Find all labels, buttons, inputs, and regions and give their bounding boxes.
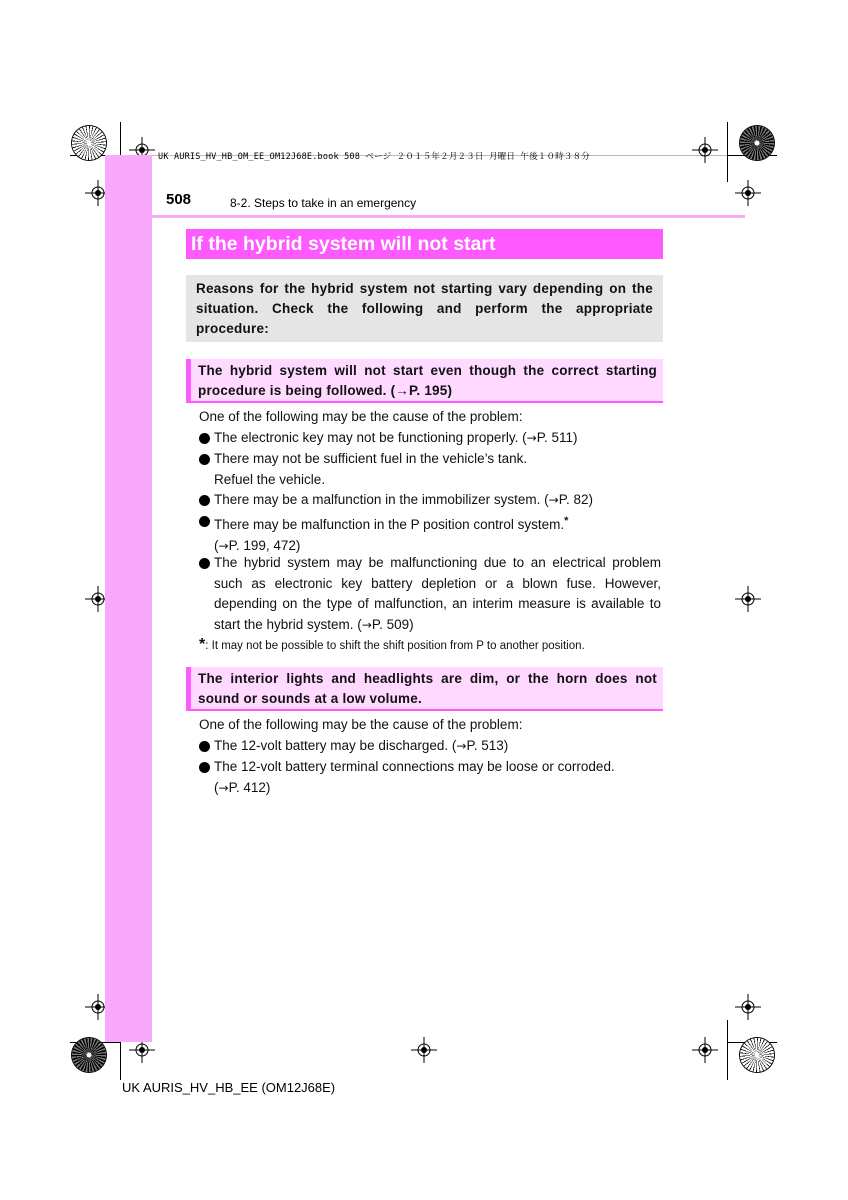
list-item: The electronic key may not be functioning properly. (→P. 511): [214, 430, 578, 445]
file-header: UK AURIS_HV_HB_OM_EE_OM12J68E.book 508 ページ ２０１５年２月２３日 月曜日 午後１０時３８分: [158, 152, 590, 162]
crosshair-icon: [735, 994, 761, 1020]
registration-star-icon: [740, 1038, 774, 1072]
registration-star-icon: [72, 126, 106, 160]
intro-box: Reasons for the hybrid system not starting vary depending on the situation. Check the following and perform the appropriate procedure:: [186, 275, 663, 342]
page-title: If the hybrid system will not start: [186, 229, 663, 259]
crosshair-icon: [692, 1037, 718, 1063]
pink-sidebar: [105, 155, 152, 1042]
crosshair-icon: [735, 180, 761, 206]
subsection-heading: [186, 667, 663, 711]
list-item: The 12-volt battery may be discharged. (→P. 513): [214, 738, 509, 753]
lead-text: One of the following may be the cause of the problem:: [199, 717, 523, 732]
subsection-heading: [186, 359, 663, 403]
list-item: The 12-volt battery terminal connections may be loose or corroded. (→P. 412): [214, 759, 615, 795]
lead-text: One of the following may be the cause of the problem:: [199, 409, 523, 424]
list-item: There may be malfunction in the P position control system.* (→P. 199, 472): [214, 515, 569, 553]
section-label: 8-2. Steps to take in an emergency: [230, 196, 417, 210]
list-item: There may not be sufficient fuel in the vehicle’s tank. Refuel the vehicle.: [214, 451, 528, 487]
footnote: *: It may not be possible to shift the shift position from P to another position.: [199, 636, 585, 653]
registration-star-icon: [72, 1038, 106, 1072]
registration-star-icon: [740, 126, 774, 160]
crosshair-icon: [735, 586, 761, 612]
crosshair-icon: [692, 137, 718, 163]
list-item: The hybrid system may be malfunctioning due to an electrical problem such as electronic key battery depletion or a blown fuse. However, depending on the type of malfunction, an interim measure is available to start the hybrid system. (→P. 509): [214, 555, 661, 632]
footer-code: UK AURIS_HV_HB_EE (OM12J68E): [122, 1080, 336, 1095]
crosshair-icon: [411, 1037, 437, 1063]
header-rule: [105, 215, 745, 218]
page-number: 508: [166, 191, 192, 208]
subsection-heading-text: The interior lights and headlights are dim, or the horn does not sound or sounds at a low volume.: [198, 671, 657, 706]
subsection-heading-text: The hybrid system will not start even though the correct starting procedure is being followed. (→P. 195): [198, 363, 657, 398]
list-item: There may be a malfunction in the immobilizer system. (→P. 82): [214, 492, 593, 507]
